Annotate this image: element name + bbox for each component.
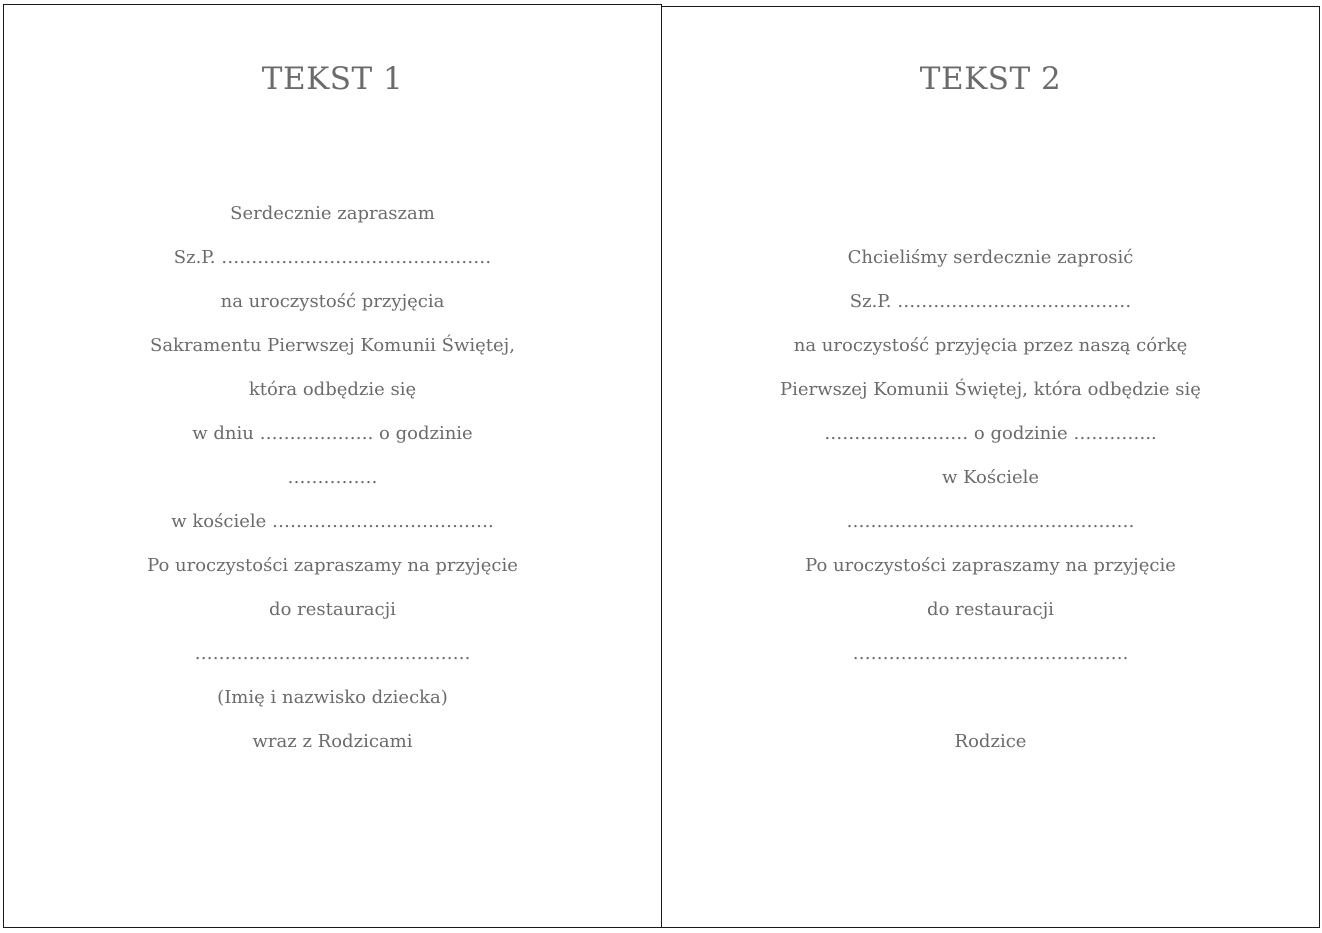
- text-line: …………………………………………: [846, 511, 1135, 532]
- invitation-body: [4, 192, 661, 764]
- text-line: na uroczystość przyjęcia: [220, 291, 445, 312]
- text-line: ……………………………………….: [852, 643, 1129, 664]
- text-line: Po uroczystości zapraszamy na przyjęcie: [805, 555, 1176, 576]
- invitation-body: [662, 236, 1319, 764]
- text-line: ……………: [287, 467, 378, 488]
- text-line: Sz.P. ………………………………………: [173, 247, 492, 268]
- text-line: Rodzice: [954, 731, 1027, 752]
- blank-line: [662, 676, 1319, 720]
- text-line: Chcieliśmy serdecznie zaprosić: [847, 247, 1134, 268]
- text-line: w Kościele: [941, 467, 1040, 488]
- panel-title: TEKST 2: [919, 61, 1062, 97]
- text-line: do restauracji: [927, 599, 1054, 620]
- text-line: (Imię i nazwisko dziecka): [217, 687, 448, 708]
- text-line: na uroczystość przyjęcia przez naszą córkę: [793, 335, 1188, 356]
- text-line: Sz.P. …………………………………: [849, 291, 1132, 312]
- text-line: Sakramentu Pierwszej Komunii Świętej,: [149, 335, 515, 356]
- text-line: w kościele ……………………………….: [171, 511, 494, 532]
- text-line: Pierwszej Komunii Świętej, która odbędzie się: [780, 379, 1201, 400]
- text-line: do restauracji: [269, 599, 396, 620]
- invitation-text-1-panel: [3, 4, 662, 928]
- text-line: w dniu ………………. o godzinie: [192, 423, 473, 444]
- text-line: ……………………………………….: [194, 643, 471, 664]
- text-line: która odbędzie się: [248, 379, 417, 400]
- text-line: …………………… o godzinie …………..: [824, 423, 1157, 444]
- invitation-text-2-panel: [661, 6, 1320, 928]
- text-line: wraz z Rodzicami: [252, 731, 413, 752]
- text-line: Serdecznie zapraszam: [230, 203, 435, 224]
- panel-title: TEKST 1: [261, 61, 404, 97]
- text-line: Po uroczystości zapraszamy na przyjęcie: [147, 555, 518, 576]
